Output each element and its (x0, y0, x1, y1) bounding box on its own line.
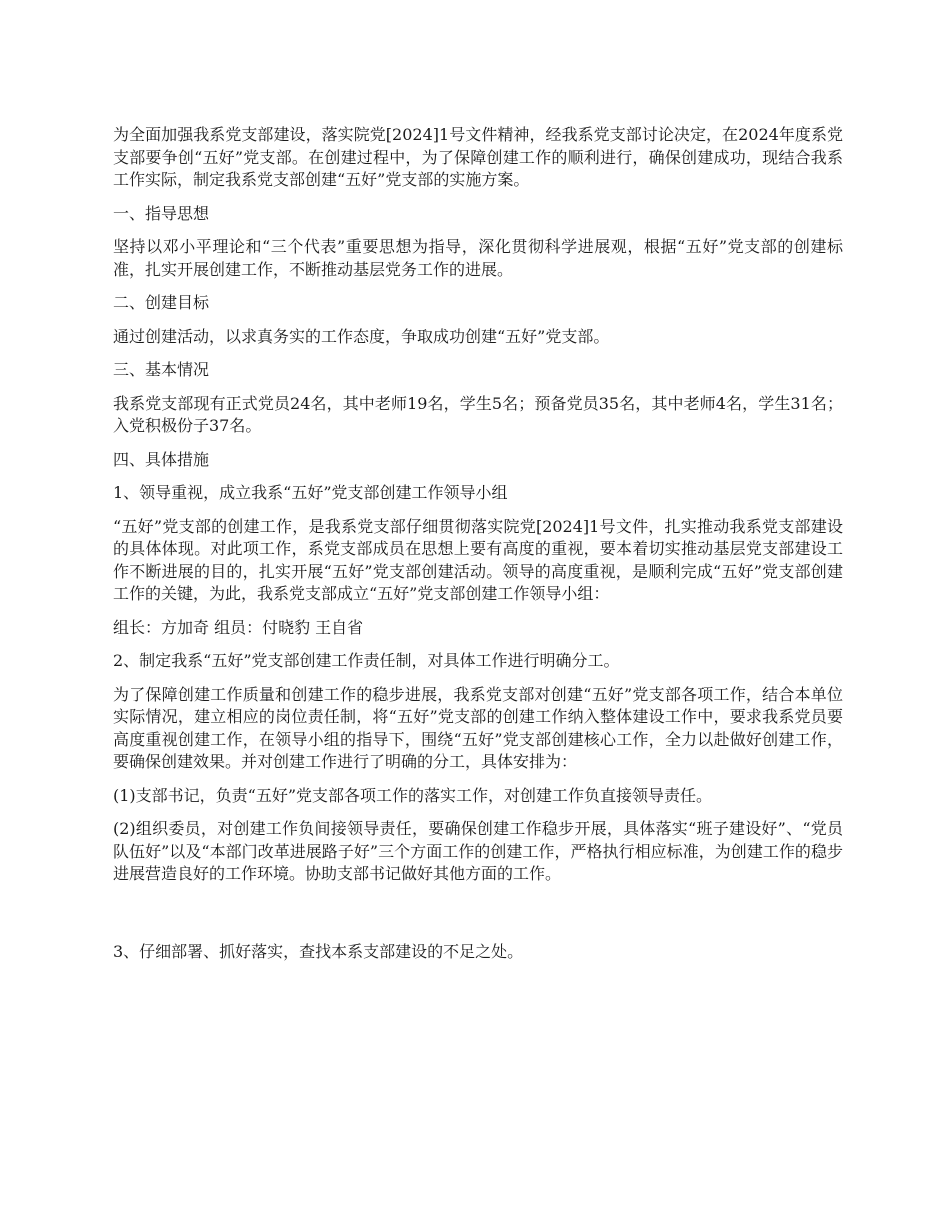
section-heading-basic-situation: 三、基本情况 (113, 360, 210, 379)
measure-2-paragraph: 为了保障创建工作质量和创建工作的稳步进展，我系党支部对创建“五好”党支部各项工作，结合本单位实际情况，建立相应的岗位责任制，将“五好”党支部的创建工作纳入整体建设工作中，要求我系党员要高度重视创建工作，在领导小组的指导下，围绕“五好”党支部创建核心工作，全力以赴做好创建工作，要确保创建效果。并对创建工作进行了明确的分工，具体安排为： (113, 684, 843, 771)
duty-item-2: (2)组织委员，对创建工作负间接领导责任，要确保创建工作稳步开展，具体落实“班子建设好”、“党员队伍好”以及“本部门改革进展路子好”三个方面工作的创建工作，严格执行相应标准，为创建工作的稳步进展营造良好的工作环境。协助支部书记做好其他方面的工作。 (113, 819, 843, 883)
measure-3-heading: 3、仔细部署、抓好落实，查找本系支部建设的不足之处。 (113, 941, 524, 961)
guiding-thought-paragraph: 坚持以邓小平理论和“三个代表”重要思想为指导，深化贯彻科学进展观，根据“五好”党支部的创建标准，扎实开展创建工作，不断推动基层党务工作的进展。 (113, 237, 843, 279)
section-heading-goal: 二、创建目标 (113, 293, 210, 312)
section-heading-measures: 四、具体措施 (113, 449, 210, 469)
document-body (113, 124, 843, 974)
duty-item-1: (1)支部书记，负责“五好”党支部各项工作的落实工作，对创建工作负直接领导责任。 (113, 785, 713, 805)
measure-1-paragraph: “五好”党支部的创建工作，是我系党支部仔细贯彻落实院党[2024]1号文件，扎实推动我系党支部建设的具体体现。对此项工作，系党支部成员在思想上要有高度的重视，要本着切实推动基层党支部建设工作不断进展的目的，扎实开展“五好”党支部创建活动。领导的高度重视，是顺利完成“五好”党支部创建工作的关键，为此，我系党支部成立“五好”党支部创建工作领导小组： (113, 516, 843, 603)
measure-2-heading: 2、制定我系“五好”党支部创建工作责任制，对具体工作进行明确分工。 (113, 651, 620, 670)
intro-paragraph: 为全面加强我系党支部建设，落实院党[2024]1号文件精神，经我系党支部讨论决定，在2024年度系党支部要争创“五好”党支部。在创建过程中，为了保障创建工作的顺利进行，确保创建成功，现结合我系工作实际，制定我系党支部创建“五好”党支部的实施方案。 (113, 125, 843, 189)
goal-paragraph: 通过创建活动，以求真务实的工作态度，争取成功创建“五好”党支部。 (113, 326, 610, 346)
measure-1-heading: 1、领导重视，成立我系“五好”党支部创建工作领导小组 (113, 483, 508, 502)
paragraph-spacer (113, 897, 843, 941)
basic-situation-paragraph: 我系党支部现有正式党员24名，其中老师19名，学生5名；预备党员35名，其中老师4名，学生31名；入党积极份子37名。 (113, 393, 843, 435)
section-heading-guiding-thought: 一、指导思想 (113, 203, 210, 223)
leadership-group-line: 组长：方加奇 组员：付晓豹 王自省 (113, 617, 364, 637)
